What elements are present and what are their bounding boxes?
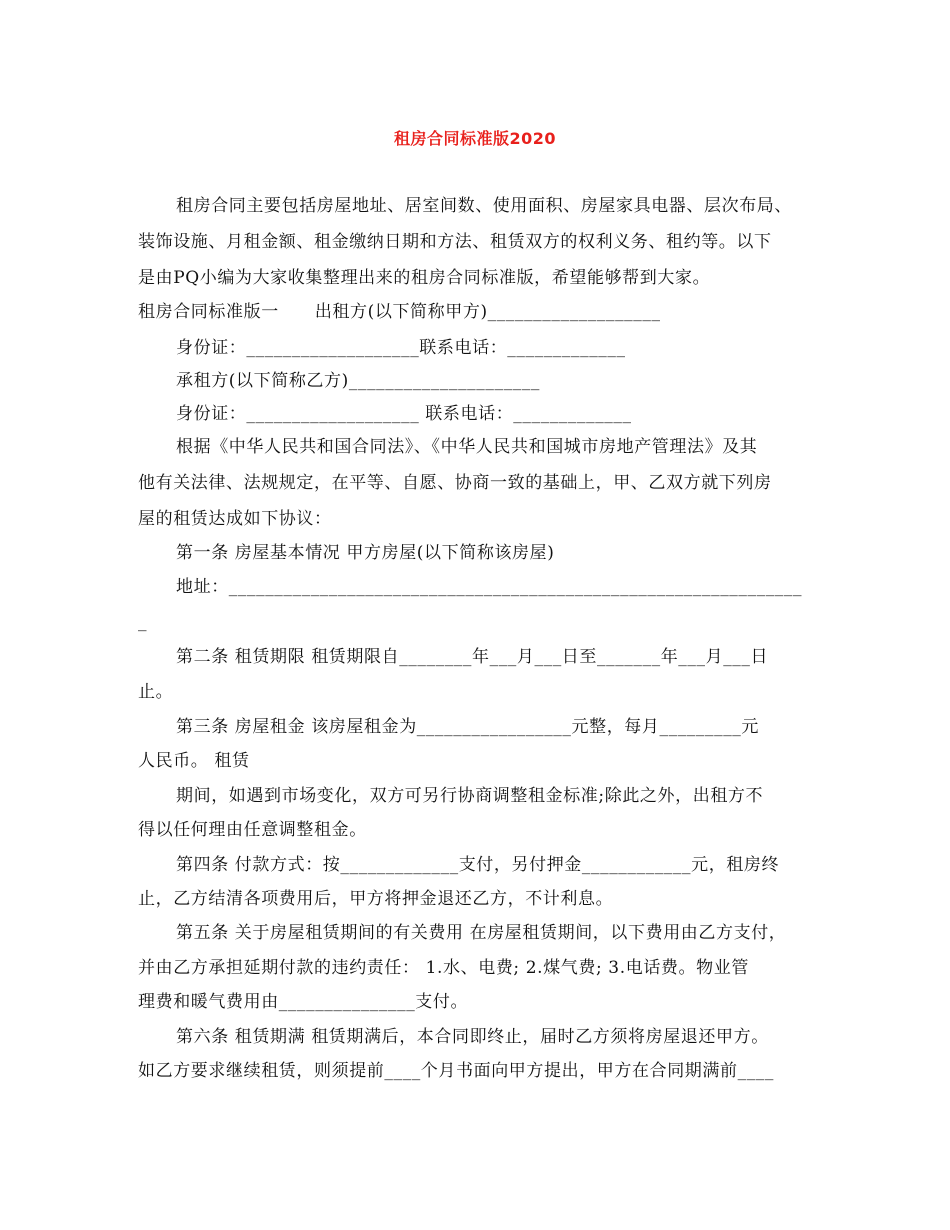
document-title: 租房合同标准版2020 [393, 129, 557, 148]
paragraph-line: 屋的租赁达成如下协议： [138, 509, 332, 529]
paragraph-line: 装饰设施、月租金额、租金缴纳日期和方法、租赁双方的权利义务、租约等。以下 [138, 232, 772, 252]
paragraph-line: 租房合同主要包括房屋地址、居室间数、使用面积、房屋家具电器、层次布局、 [176, 196, 792, 216]
paragraph-line: 第四条 付款方式：按_____________支付，另付押金____________元，租房终 [176, 855, 780, 875]
paragraph-line: 是由PQ小编为大家收集整理出来的租房合同标准版，希望能够帮到大家。 [138, 268, 711, 288]
paragraph-line: 期间，如遇到市场变化，双方可另行协商调整租金标准;除此之外，出租方不 [176, 786, 764, 806]
paragraph-line: 理费和暖气费用由_______________支付。 [138, 992, 469, 1012]
paragraph-line: 第五条 关于房屋租赁期间的有关费用 在房屋租赁期间，以下费用由乙方支付， [176, 923, 787, 943]
paragraph-line: 租房合同标准版一 出租方(以下简称甲方)___________________ [138, 302, 661, 322]
paragraph-line: 根据《中华人民共和国合同法》、《中华人民共和国城市房地产管理法》及其 [176, 437, 758, 457]
paragraph-line: 如乙方要求继续租赁，则须提前____个月书面向甲方提出，甲方在合同期满前____ [138, 1061, 774, 1081]
paragraph-line: 第一条 房屋基本情况 甲方房屋(以下简称该房屋) [176, 543, 555, 563]
paragraph-line: 得以任何理由任意调整租金。 [138, 820, 367, 840]
paragraph-line: 并由乙方承担延期付款的违约责任： 1.水、电费; 2.煤气费; 3.电话费。物业管 [138, 958, 749, 978]
paragraph-line: 他有关法律、法规规定，在平等、自愿、协商一致的基础上，甲、乙双方就下列房 [138, 473, 772, 493]
paragraph-line: 第六条 租赁期满 租赁期满后，本合同即终止，届时乙方须将房屋退还甲方。 [176, 1027, 769, 1047]
paragraph-line: 止。 [138, 682, 174, 702]
paragraph-line: 身份证：___________________联系电话：_____________ [176, 338, 626, 358]
paragraph-line: 身份证：___________________ 联系电话：_____________ [176, 404, 632, 424]
paragraph-line: 第三条 房屋租金 该房屋租金为_________________元整，每月_________元 [176, 717, 760, 737]
paragraph-line: _ [138, 612, 148, 632]
paragraph-line: 承租方(以下简称乙方)_____________________ [176, 371, 540, 391]
paragraph-line: 第二条 租赁期限 租赁期限自________年___月___日至_______年___月___日 [176, 647, 769, 667]
paragraph-line: 人民币。 租赁 [138, 751, 250, 771]
paragraph-line: 止，乙方结清各项费用后，甲方将押金退还乙方，不计利息。 [138, 889, 614, 909]
paragraph-line: 地址：_______________________________________________________________ [176, 577, 803, 597]
